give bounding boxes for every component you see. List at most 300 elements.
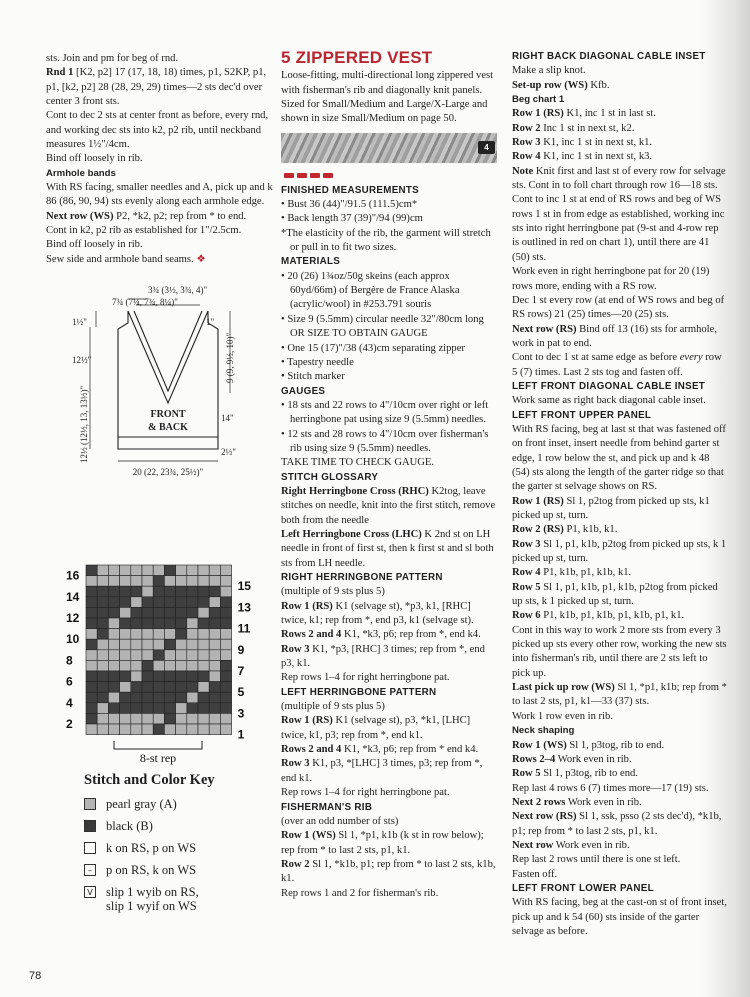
- chart-cell: [153, 682, 164, 693]
- chart-cell: [164, 597, 175, 608]
- chart-cell: [153, 660, 164, 671]
- schematic-armhole-depth: 9 (9, 9½, 10)": [225, 332, 235, 383]
- chart-cell: [131, 597, 142, 608]
- chart-cell: [198, 671, 209, 682]
- chart-cell: [120, 660, 131, 671]
- chart-cell: [220, 639, 231, 650]
- chart-cell: [164, 682, 175, 693]
- key-item-black: black (B): [84, 819, 264, 833]
- row-instruction: Next 2 rows Work even in rib.: [512, 796, 642, 808]
- chart-cell: [142, 703, 153, 714]
- finished-heading: FINISHED MEASUREMENTS: [281, 184, 420, 196]
- chart-cell: [86, 618, 97, 629]
- chart-cell: [142, 692, 153, 703]
- chart-cell: [86, 703, 97, 714]
- paragraph: Cont in k2, p2 rib as established for 1"/2.5cm.: [46, 225, 242, 237]
- chart-row-label-right: 7: [237, 664, 245, 678]
- chart-cell: [131, 565, 142, 576]
- chart-cell: [108, 724, 119, 735]
- key-title: Stitch and Color Key: [84, 772, 215, 788]
- chart-cell: [153, 703, 164, 714]
- chart-cell: [198, 586, 209, 597]
- chart-cell: [108, 618, 119, 629]
- chart-cell: [153, 576, 164, 587]
- chart-cell: [209, 597, 220, 608]
- row-instruction: Row 3 K1, p3, *[LHC] 3 times, p3; rep from *, end k1.: [281, 758, 483, 784]
- chart-cell: [86, 650, 97, 661]
- chart-cell: [86, 713, 97, 724]
- chart-cell: [142, 586, 153, 597]
- chart-cell: [153, 671, 164, 682]
- intro: Loose-fitting, multi-directional long zippered vest with fisherman's rib and diagonally knit panels. Sized for Small/Medium and Large/X-Large and shown in size Small/Medium on page 50.: [281, 70, 494, 125]
- chart-cell: [142, 607, 153, 618]
- finished-list: • Bust 36 (44)"/91.5 (111.5)cm* • Back length 37 (39)"/94 (99)cm *The elasticity of the rib, the garment will stretch or pull in to fit two sizes.: [281, 199, 491, 254]
- chart-cell: [86, 660, 97, 671]
- chart-cell: [220, 629, 231, 640]
- chart-row-label-left: 6: [66, 674, 73, 689]
- paragraph: Bind off loosely in rib.: [46, 239, 143, 251]
- chart-cell: [131, 650, 142, 661]
- paragraph: Rep last 4 rows 6 (7) times more—17 (19) sts.: [512, 782, 709, 794]
- lfl-heading: LEFT FRONT LOWER PANEL: [512, 882, 654, 894]
- paragraph: Cont to dec 1 st at same edge as before every row 5 (7) times. Last 2 sts tog and fasten off.: [512, 352, 722, 378]
- paragraph: Cont in this way to work 2 more sts from every 3 picked up sts every other row, working the new sts into fisherman's rib, until there are 2 sts left to pick up.: [512, 624, 727, 679]
- chart-cell: [198, 597, 209, 608]
- schematic-ribbing: 2½": [221, 447, 236, 457]
- chart-cell: [86, 692, 97, 703]
- chart-cell: [198, 650, 209, 661]
- chart-cell: [209, 618, 220, 629]
- chart-cell: [97, 576, 108, 587]
- row-instruction: Row 3 Sl 1, p1, k1b, p2tog from picked up sts, k 1 picked up st, turn.: [512, 538, 727, 565]
- chart-cell: [108, 650, 119, 661]
- chart-cell: [97, 565, 108, 576]
- chart-cell: [97, 692, 108, 703]
- row-instruction: Next row (RS) Sl 1, ssk, psso (2 sts dec'd), *k1b, p1; rep from * to last 2 sts, p1, k1.: [512, 811, 722, 837]
- chart-cell: [142, 565, 153, 576]
- chart-cell: [86, 671, 97, 682]
- gauges-list: • 18 sts and 22 rows to 4"/10cm over right or left herringbone pat using size 9 (5.5mm) needles. • 12 sts and 28 rows to 4"/10cm over fisherman's rib using size 9 (5.5mm) needles.: [281, 399, 489, 454]
- chart-cell: [164, 565, 175, 576]
- chart-cell: [131, 639, 142, 650]
- row-instruction: Row 5 Sl 1, p3tog, rib to end.: [512, 768, 638, 780]
- chart-cell: [176, 692, 187, 703]
- chart-cell: [120, 618, 131, 629]
- chart-cell: [142, 671, 153, 682]
- chart-row-label-right: 5: [237, 685, 245, 700]
- chart-cell: [164, 618, 175, 629]
- chart-cell: [220, 565, 231, 576]
- chart-cell: [153, 607, 164, 618]
- chart-cell: [176, 618, 187, 629]
- chart-cell: [220, 576, 231, 587]
- chart-cell: [220, 703, 231, 714]
- paragraph: Dec 1 st every row (at end of WS rows and beg of RS rows) 21 (25) times—20 (25) sts.: [512, 294, 725, 321]
- chart-cell: [176, 682, 187, 693]
- chart-cell: [198, 607, 209, 618]
- chart-cell: [220, 586, 231, 597]
- chart-cell: [176, 703, 187, 714]
- chart-cell: [131, 586, 142, 597]
- chart-cell: [198, 713, 209, 724]
- materials-list: • 20 (26) 1¾oz/50g skeins (each approx 60yd/66m) of Bergère de France Alaska (acrylic/wool) in #253.791 souris • Size 9 (5.5mm) circular needle 32"/80cm long OR SIZE TO OBTAIN GAUGE • One 15 (17)"/38 (43)cm separating zipper • Tapestry needle • Stitch marker: [281, 270, 484, 383]
- paragraph: Cont to dec 2 sts at center front as before, every rnd, and working dec sts into k2, p2 rib, until neckband measures 1½"/4cm.: [46, 110, 269, 151]
- chart-row-label-left: 4: [66, 695, 73, 710]
- chart-cell: [153, 618, 164, 629]
- chart-cell: [176, 639, 187, 650]
- chart-cell: [120, 639, 131, 650]
- chart-cell: [153, 724, 164, 735]
- row-instruction: Row 1 (WS) Sl 1, *p1, k1b (k st in row below); rep from * to last 2 sts, p1, k1.: [281, 830, 484, 856]
- chart-cell: [108, 713, 119, 724]
- chart-row-label-right: 9: [237, 642, 245, 657]
- chart-cell: [176, 650, 187, 661]
- skill-level-badge: 4: [478, 141, 495, 154]
- knit-symbol-icon: [84, 842, 96, 854]
- repeat-bracket: [114, 741, 202, 749]
- chart-cell: [209, 629, 220, 640]
- chart-cell: [131, 660, 142, 671]
- chart-cell: [220, 724, 231, 735]
- paragraph: With RS facing, beg at the cast-on st of front inset, pick up and k 54 (60) sts inside of the garter selvage as before.: [512, 897, 727, 937]
- chart-cell: [187, 607, 198, 618]
- chart-cell: [198, 629, 209, 640]
- chart-cell: [120, 565, 131, 576]
- paragraph: Work same as right back diagonal cable inset.: [512, 395, 706, 407]
- schematic-body-label-1: FRONT: [150, 409, 186, 420]
- schematic-one-inch: 1": [206, 317, 215, 327]
- black-swatch-icon: [84, 820, 96, 832]
- chart-grid: [86, 565, 232, 735]
- chart-cell: [198, 639, 209, 650]
- chart-cell: [198, 576, 209, 587]
- paragraph: With RS facing, smaller needles and A, pick up and k 86 (86, 90, 94) sts evenly along each armhole edge.: [46, 182, 273, 208]
- chart-cell: [187, 650, 198, 661]
- chart-cell: [86, 565, 97, 576]
- paragraph: Work 1 row even in rib.: [512, 710, 613, 722]
- chart-cell: [153, 597, 164, 608]
- chart-cell: [108, 629, 119, 640]
- gauges-heading: GAUGES: [281, 385, 326, 397]
- lfu-heading: LEFT FRONT UPPER PANEL: [512, 409, 652, 421]
- chart-cell: [209, 660, 220, 671]
- row-instruction: Rows 2–4 Work even in rib.: [512, 753, 632, 765]
- chart-cell: [97, 713, 108, 724]
- chart-cell: [142, 629, 153, 640]
- chart-cell: [187, 703, 198, 714]
- chart-cell: [131, 703, 142, 714]
- chart-cell: [86, 682, 97, 693]
- row-instruction: Rows 2 and 4 K1, *k3, p6; rep from * end k4.: [281, 744, 479, 756]
- chart-cell: [164, 607, 175, 618]
- chart-cell: [153, 586, 164, 597]
- rbd-heading: RIGHT BACK DIAGONAL CABLE INSET: [512, 51, 706, 62]
- purl-symbol-icon: –: [84, 864, 96, 876]
- chart-cell: [198, 703, 209, 714]
- chart-cell: [97, 639, 108, 650]
- paragraph: Rep rows 1–4 for right herringbone pat.: [281, 672, 450, 684]
- chart-cell: [86, 597, 97, 608]
- paragraph: Work even in right herringbone pat for 20 (19) rows more, ending with a RS row.: [512, 266, 710, 292]
- chart-cell: [131, 682, 142, 693]
- chart-cell: [187, 639, 198, 650]
- key-item-slip: V slip 1 wyib on RS, slip 1 wyif on WS: [84, 885, 264, 913]
- fabric-swatch-image: [281, 133, 497, 163]
- chart-cell: [187, 565, 198, 576]
- chart-cell: [176, 607, 187, 618]
- row-instruction: Row 3 K1, inc 1 st in next st, k1.: [512, 137, 653, 149]
- chart-cell: [108, 565, 119, 576]
- schematic-top-measure: 3¾ (3½, 3¾, 4)": [148, 285, 208, 295]
- chart-cell: [176, 671, 187, 682]
- paragraph: (multiple of 9 sts plus 5): [281, 701, 385, 713]
- paragraph: Sew side and armhole band seams. ❖: [46, 253, 206, 265]
- chart-cell: [142, 724, 153, 735]
- chart-cell: [108, 692, 119, 703]
- schematic-shoulder-drop: 1½": [72, 317, 87, 327]
- fisherman-rib-heading: FISHERMAN'S RIB: [281, 801, 373, 813]
- chart-cell: [153, 713, 164, 724]
- schematic-depth: 12½": [72, 355, 92, 365]
- schematic-side-length: 12½ (12½, 13, 13½)": [79, 385, 89, 463]
- chart-cell: [120, 703, 131, 714]
- glossary-heading: STITCH GLOSSARY: [281, 471, 379, 483]
- chart-cell: [164, 713, 175, 724]
- chart-cell: [120, 597, 131, 608]
- chart-cell: [97, 597, 108, 608]
- chart-cell: [142, 682, 153, 693]
- key-item-purl: – p on RS, k on WS: [84, 863, 264, 877]
- chart-cell: [131, 607, 142, 618]
- chart-cell: [209, 713, 220, 724]
- end-mark-icon: ❖: [196, 253, 206, 265]
- chart-cell: [209, 565, 220, 576]
- chart-cell: [86, 629, 97, 640]
- chart-cell: [108, 576, 119, 587]
- chart-cell: [209, 724, 220, 735]
- chart-cell: [86, 576, 97, 587]
- chart-cell: [131, 576, 142, 587]
- chart-cell: [209, 586, 220, 597]
- gauge-check: TAKE TIME TO CHECK GAUGE.: [281, 457, 435, 469]
- chart-cell: [153, 629, 164, 640]
- paragraph: sts. Join and pm for beg of rnd.: [46, 53, 179, 64]
- paragraph: (multiple of 9 sts plus 5): [281, 586, 385, 598]
- chart-cell: [220, 650, 231, 661]
- chart-cell: [198, 692, 209, 703]
- chart-cell: [220, 713, 231, 724]
- chart-cell: [187, 618, 198, 629]
- chart-cell: [153, 692, 164, 703]
- lhp-heading: LEFT HERRINGBONE PATTERN: [281, 686, 437, 698]
- chart-cell: [120, 607, 131, 618]
- chart-cell: [120, 692, 131, 703]
- row-instruction: Row 5 Sl 1, p1, k1b, p1, k1b, p2tog from picked up sts, k 1 picked up st, turn.: [512, 581, 718, 608]
- chart-cell: [176, 597, 187, 608]
- chart-cell: [198, 618, 209, 629]
- chart-cell: [120, 586, 131, 597]
- chart-cell: [97, 586, 108, 597]
- chart-cell: [142, 713, 153, 724]
- paragraph: Bind off loosely in rib.: [46, 153, 143, 165]
- chart-cell: [187, 576, 198, 587]
- paragraph: Rep rows 1 and 2 for fisherman's rib.: [281, 887, 439, 899]
- row-instruction: Row 1 (RS) K1 (selvage st), p3, *k1, [LHC] twice, k1, p3; rep from *, end k1.: [281, 715, 471, 741]
- skill-level-bars: [284, 173, 498, 178]
- chart-cell: [86, 607, 97, 618]
- chart-cell: [131, 724, 142, 735]
- chart-cell: [108, 703, 119, 714]
- chart-cell: [131, 629, 142, 640]
- chart-cell: [97, 650, 108, 661]
- schematic-neck-measure: 7¾ (7¼, 7¾, 8¼)": [112, 297, 178, 307]
- rnd1-instruction: Rnd 1 [K2, p2] 17 (17, 18, 18) times, p1, S2KP, p1, p1, [k2, p2] 28 (28, 29, 29) times—2 sts dec'd over center 3 front sts.: [46, 67, 267, 108]
- schematic-fourteen: 14": [221, 413, 234, 423]
- chart-cell: [97, 671, 108, 682]
- chart-cell: [209, 650, 220, 661]
- chart-cell: [120, 629, 131, 640]
- row-instruction: Row 1 (RS) Sl 1, p2tog from picked up sts, k1 picked up st, turn.: [512, 495, 710, 521]
- chart-cell: [176, 713, 187, 724]
- row-instruction: Row 1 (RS) K1 (selvage st), *p3, k1, [RHC] twice, k1; rep from *, end p3, k1 (selvage st).: [281, 600, 474, 627]
- chart-cell: [86, 639, 97, 650]
- chart-cell: [164, 703, 175, 714]
- chart-cell: [153, 565, 164, 576]
- chart-cell: [120, 713, 131, 724]
- chart-cell: [164, 724, 175, 735]
- chart-cell: [187, 586, 198, 597]
- row-instruction: Row 6 P1, k1b, p1, k1b, p1, k1b, p1, k1.: [512, 610, 685, 622]
- chart-cell: [187, 692, 198, 703]
- chart-cell: [142, 576, 153, 587]
- chart-cell: [209, 639, 220, 650]
- chart-row-label-right: 11: [237, 621, 251, 636]
- chart-cell: [86, 586, 97, 597]
- pattern-title: 5 ZIPPERED VEST: [281, 48, 433, 67]
- chart-cell: [164, 639, 175, 650]
- chart-cell: [198, 682, 209, 693]
- paragraph: Make a slip knot.: [512, 65, 586, 77]
- chart-cell: [176, 660, 187, 671]
- paragraph: (over an odd number of sts): [281, 815, 399, 827]
- chart-row-label-left: 14: [66, 589, 80, 604]
- chart-cell: [176, 724, 187, 735]
- row-instruction: Rows 2 and 4 K1, *k3, p6; rep from *, end k4.: [281, 629, 481, 641]
- chart-cell: [220, 607, 231, 618]
- chart-cell: [108, 586, 119, 597]
- chart-cell: [108, 660, 119, 671]
- chart-cell: [86, 724, 97, 735]
- chart-cell: [187, 713, 198, 724]
- schematic-body-label-2: & BACK: [148, 422, 188, 433]
- column-right: [512, 50, 727, 939]
- chart-cell: [120, 724, 131, 735]
- rhc-definition: Right Herringbone Cross (RHC) K2tog, leave stitches on needle, knit into the first stitch, remove both from the needle: [281, 485, 496, 526]
- paragraph: Rep last 2 rows until there is one st left.: [512, 854, 681, 866]
- column-middle: [281, 48, 498, 901]
- chart-cell: [142, 660, 153, 671]
- chart-row-label-left: 10: [66, 632, 80, 647]
- paragraph: Fasten off.: [512, 868, 558, 880]
- key-item-knit: k on RS, p on WS: [84, 841, 264, 855]
- chart-cell: [108, 671, 119, 682]
- chart-cell: [120, 650, 131, 661]
- chart-cell: [108, 639, 119, 650]
- chart-row-label-right: 1: [237, 727, 245, 742]
- chart-cell: [220, 618, 231, 629]
- materials-heading: MATERIALS: [281, 256, 341, 268]
- chart-cell: [220, 671, 231, 682]
- chart-cell: [142, 650, 153, 661]
- neck-shaping-heading: Neck shaping: [512, 725, 575, 737]
- note: Note Knit first and last st of every row for selvage sts. Cont in to foll chart through row 16—18 sts. Cont to inc 1 st at end of RS rows and beg of WS rows 1 st in from edge as established, working inc sts into right herringbone pat (9-st and 4-row rep is outlined in red on chart 1), until there are 41 (50) sts.: [512, 165, 726, 263]
- chart-cell: [209, 576, 220, 587]
- row-instruction: Next row (RS) Bind off 13 (16) sts for armhole, work in pat to end.: [512, 323, 717, 349]
- lhc-definition: Left Herringbone Cross (LHC) K 2nd st on LH needle in front of first st, then k first st and sl both sts from LH needle.: [281, 528, 494, 569]
- chart-cell: [209, 607, 220, 618]
- chart-cell: [209, 703, 220, 714]
- chart-row-label-right: 15: [237, 579, 251, 594]
- rhp-heading: RIGHT HERRINGBONE PATTERN: [281, 572, 443, 583]
- chart-cell: [164, 671, 175, 682]
- chart-cell: [97, 618, 108, 629]
- chart-cell: [131, 692, 142, 703]
- chart-cell: [153, 650, 164, 661]
- next-row-instruction: Next row (WS) P2, *k2, p2; rep from * to end.: [46, 210, 247, 222]
- chart-cell: [142, 639, 153, 650]
- chart-cell: [164, 586, 175, 597]
- chart-cell: [120, 671, 131, 682]
- stitch-color-key: [84, 772, 264, 921]
- chart-cell: [198, 565, 209, 576]
- chart-cell: [97, 703, 108, 714]
- repeat-label: 8-st rep: [139, 751, 177, 765]
- paragraph: With RS facing, beg at last st that was fastened off on front inset, insert needle from behind garter st edge, 1 row below the st, and pick up and k 48 (54) sts along the length of the garter ridge so that the garter st selvage shows on RS.: [512, 423, 726, 493]
- chart-cell: [108, 597, 119, 608]
- chart-cell: [220, 660, 231, 671]
- chart-cell: [97, 660, 108, 671]
- chart-cell: [97, 629, 108, 640]
- lfd-heading: LEFT FRONT DIAGONAL CABLE INSET: [512, 380, 706, 392]
- chart-row-label-right: 13: [237, 600, 251, 615]
- row-instruction: Row 4 K1, inc 1 st in next st, k3.: [512, 151, 653, 163]
- chart-cell: [187, 597, 198, 608]
- row-instruction: Next row Work even in rib.: [512, 839, 630, 851]
- setup-row: Set-up row (WS) Kfb.: [512, 79, 610, 91]
- chart-cell: [198, 724, 209, 735]
- paragraph: Rep rows 1–4 for right herringbone pat.: [281, 787, 450, 799]
- row-instruction: Row 2 Inc 1 st in next st, k2.: [512, 122, 635, 134]
- chart-cell: [187, 724, 198, 735]
- chart-cell: [176, 629, 187, 640]
- chart-cell: [131, 713, 142, 724]
- row-instruction: Row 2 (RS) P1, k1b, k1.: [512, 524, 618, 536]
- chart-cell: [164, 692, 175, 703]
- column-left: [46, 52, 278, 267]
- row-instruction: Row 2 Sl 1, *k1b, p1; rep from * to last 2 sts, k1b, k1.: [281, 858, 496, 885]
- row-instruction: Row 3 K1, *p3, [RHC] 3 times; rep from *, end p3, k1.: [281, 643, 485, 670]
- row-instruction: Row 1 (RS) K1, inc 1 st in last st.: [512, 108, 656, 120]
- chart-cell: [164, 660, 175, 671]
- chart-cell: [176, 565, 187, 576]
- chart-cell: [198, 660, 209, 671]
- chart-cell: [209, 671, 220, 682]
- chart-cell: [108, 607, 119, 618]
- chart-row-label-left: 12: [66, 611, 80, 625]
- key-item-pearl-gray: pearl gray (A): [84, 797, 264, 811]
- gray-swatch-icon: [84, 798, 96, 810]
- chart-cell: [142, 618, 153, 629]
